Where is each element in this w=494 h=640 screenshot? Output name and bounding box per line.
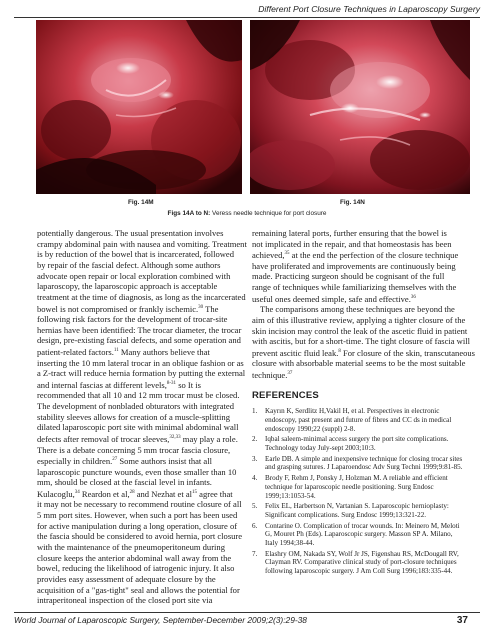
text-line: inserting the 10 mm lateral trocar in an oblique fashion or as (37, 357, 244, 368)
text-run: achieved, (252, 250, 285, 261)
references-list (252, 407, 464, 576)
text-run: and internal fascias at different levels, (37, 379, 167, 390)
citation: 27 (112, 457, 118, 463)
figure-14m-label: Fig. 14M (128, 199, 154, 206)
reference-item (252, 502, 464, 519)
text-line: bowel, reducing the likelihood of iatrogenic injury. It also (37, 563, 235, 574)
text-line: aim of this illustrative review, applying a tighter closure of the (252, 314, 466, 325)
journal-citation: World Journal of Laparoscopic Surgery, September-December 2009;2(3):29-38 (14, 615, 307, 625)
text-line: is by reduction of the bowel that is incarcerated, followed (37, 249, 234, 260)
text-line: dilated laparoscopic port site with minimal abdominal wall (37, 422, 239, 433)
text-line: advocate open repair or local exploration combined with (37, 270, 231, 281)
text-line: closure with absorbable material seems to be the most suitable (252, 358, 466, 369)
citation: 8-31 (166, 380, 177, 386)
text-run: especially in children. (37, 456, 113, 466)
text-line: There is a debate concerning 5 mm trocar fascia closure, (37, 444, 231, 455)
text-line: The comparisons among these techniques are beyond the (260, 304, 455, 315)
citation: 32,33 (169, 435, 181, 440)
text-line: by repair of the fascial defect. Although some authors (37, 259, 221, 270)
text-line: skin incision may control the leak of the ascetic fluid in patient (252, 325, 468, 336)
text-line: for active manipulation during a long operation, closure of (37, 520, 238, 531)
citation: 28 (129, 489, 135, 495)
citation: 11 (113, 348, 119, 354)
text-run: Some authors insist that all (117, 456, 212, 466)
body-left-column (37, 228, 247, 606)
figure-caption (0, 210, 494, 217)
text-line: The development of nonbladed obturators with integrated (37, 401, 234, 412)
text-run: The (203, 303, 219, 314)
text-line: have proliferated and improvements are continuously being (252, 260, 456, 271)
reference-item (252, 550, 464, 576)
text-line: made. Practicing surgeon should be cognisant of the full (252, 271, 445, 282)
text-run: patient-related factors. (37, 346, 114, 357)
text-line: stability sleeves allows for creation of a muscle-splitting (37, 411, 230, 422)
citation: 8 (338, 348, 341, 354)
figure-14m-image (36, 20, 242, 194)
text-line: design, pre-existing fascial defects, and some operation and (37, 335, 241, 346)
reference-text: Earle DB. A simple and inexpensive technique for closing trocar sites and grasping sutures. J Laparoendosc Adv Surg Techni 1999;9:81-85. (265, 454, 463, 472)
text-line (252, 293, 464, 305)
page-footer (14, 612, 480, 629)
reference-text: Brody F, Rehm J, Ponsky J, Holzman M. A reliable and efficient technique for laparoscopic needle positioning. Surg Endosc 1999;13:1053-54. (265, 474, 448, 500)
citation: 36 (410, 294, 416, 300)
text-line: a Z-tract will reduce hernia formation by putting the external (37, 368, 246, 379)
text-line: it may not be necessary to recommend routine closure of all (37, 499, 242, 510)
text-line: 5 mm port sites. However, when such a port has been used (37, 510, 238, 521)
text-line (37, 455, 237, 467)
text-run: Kulacoglu, (37, 488, 75, 499)
body-right-column (252, 228, 475, 578)
citation: 35 (284, 251, 290, 257)
text-line (37, 303, 237, 315)
text-line: following risk factors for the development of trocar-site (37, 314, 228, 325)
reference-number: 7. (252, 549, 258, 558)
text-line: range of techniques while familiarizing themselves with the (252, 282, 457, 293)
figure-14n-label: Fig. 14N (340, 199, 365, 206)
text-line (252, 369, 464, 381)
reference-text: Elashry OM, Nakada SY, Wolf Jr JS, Figenshau RS, McDougall RV, Clayman RV. Comparative clinical study of port-closure techniques following laparoscopic surgery. J Am Coll Surg 1996;183:335-44. (265, 549, 459, 576)
text-run: prevent ascitic fluid leak. (252, 347, 339, 358)
text-run: For closure of the skin, transcutaneous (340, 347, 475, 358)
text-line: crampy abdominal pain with nausea and vomiting. Treatment (37, 238, 247, 249)
reference-item (252, 407, 464, 433)
text-run: agree that (197, 488, 233, 499)
text-line: remaining lateral ports, further ensuring that the bowel is (252, 228, 447, 238)
text-line (252, 347, 475, 359)
text-line: the fascia should be considered to avoid hernia, port closure (37, 531, 243, 542)
text-line (37, 379, 237, 391)
figure-caption-bold: Figs 14A to N: (167, 210, 211, 217)
reference-text: Kayrın K, Serdlitz H,Vakil H, et al. Perspectives in electronic endoscopy, past present and future of fibres and CC ds in medical endoscopy 1990;22 (suppl) 2-8. (265, 407, 452, 433)
text-run: Reardon et al, (79, 488, 130, 499)
text-run: defects after removal of trocar sleeves, (37, 433, 170, 444)
references-heading: REFERENCES (252, 389, 319, 401)
reference-item (252, 522, 464, 548)
text-run: technique. (252, 369, 288, 380)
text-line (37, 346, 237, 358)
text-run: Many authors believe that (118, 346, 210, 357)
text-run: may play a role. (180, 433, 238, 444)
text-line: treatment at the time of diagnosis, as long as the incarcerated (37, 291, 246, 302)
reference-text: Iqbal saleem-minimal access surgery the port site complications. Technology today July-sept 2003;10:3. (265, 435, 449, 453)
reference-number: 5. (252, 502, 258, 511)
text-line: intraperitoneal inspection of the closed port site via (37, 595, 213, 606)
reference-item (252, 455, 464, 472)
page-number: 37 (456, 615, 468, 626)
text-line: potentially dangerous. The usual presentation involves (37, 228, 224, 238)
citation: 30 (198, 304, 204, 310)
text-line (37, 433, 237, 445)
figure-caption-text: Veress needle technique for port closure (210, 210, 327, 217)
text-run: so It is (176, 379, 201, 390)
text-line: provides easy assessment of adequate closure by the (37, 574, 216, 585)
text-run: useful ones deemed simple, safe and effective. (252, 293, 411, 304)
citation: 37 (287, 371, 293, 377)
left-paragraph (37, 228, 247, 606)
reference-item (252, 435, 464, 452)
reference-number: 4. (252, 474, 258, 483)
text-run: at the end the perfection of the closure technique (289, 250, 459, 261)
reference-item (252, 474, 464, 500)
text-line: recommended that all 10 and 12 mm trocar must be closed. (37, 390, 240, 401)
reference-text: Contarine O. Complication of trocar wounds. In: Meinero M, Meloti G, Mouret Ph (Eds). Laparoscopic surgery. Masson SP A. Milano, Italy 1994;38-44. (265, 521, 460, 548)
text-line: with ascitis, but for a short-time. The tight closure of fascia will (252, 336, 470, 347)
reference-number: 2. (252, 435, 258, 444)
text-line: laparoscopic puncture wounds, even those smaller than 10 (37, 466, 237, 477)
text-line: not implicated in the repair, and that homeostasis has been (252, 238, 452, 249)
text-line: laparoscopy, the laparoscopic approach is acceptable (37, 281, 218, 292)
reference-number: 3. (252, 454, 258, 463)
figure-14n-image (250, 20, 470, 194)
text-line: with the maintenance of the pneumoperitoneum during (37, 542, 225, 553)
text-line: acquisition of a "gas-tight" seal and allows the potential for (37, 584, 240, 595)
citation: 15 (192, 489, 198, 495)
text-line: mm, should be closed at the fascial level in infants. (37, 477, 212, 488)
text-line (252, 249, 464, 261)
reference-text: Felix EL, Harbertson N, Vartanian S. Laparoscopic hernioplasty: Significant complications. Surg Endosc 1999;13:321-22. (265, 502, 449, 519)
text-line: closure keeps the anterior abdominal wall away from the (37, 552, 232, 563)
text-run: and Nezhat et al (134, 488, 193, 499)
text-line: hernias have been identified: The trocar diameter, the trocar (37, 324, 242, 335)
right-paragraph (252, 228, 475, 381)
reference-number: 1. (252, 407, 258, 416)
text-run: bowel is not compromised or frankly ischemic. (37, 303, 199, 314)
citation: 34 (74, 489, 80, 495)
text-line (37, 488, 237, 500)
running-head: Different Port Closure Techniques in Laparoscopy Surgery (14, 4, 480, 18)
reference-number: 6. (252, 521, 258, 530)
